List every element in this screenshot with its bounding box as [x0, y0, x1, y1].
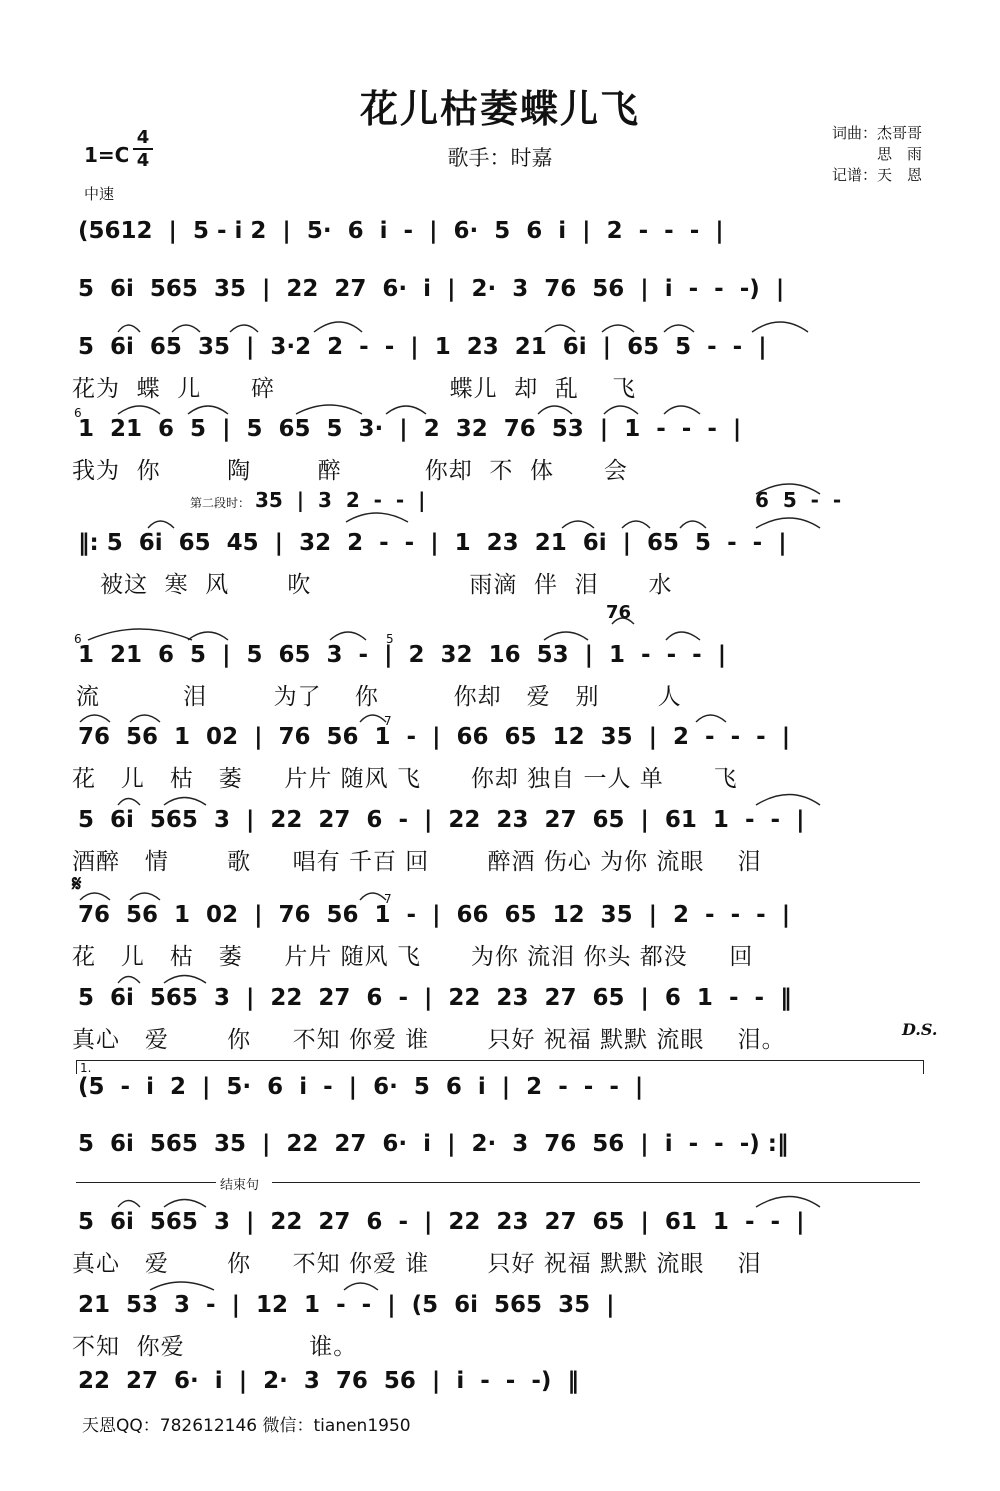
cowriter-credit: 思 雨 — [876, 145, 922, 163]
dal-segno-mark: D.S. — [902, 1020, 938, 1039]
score-row-10-notes: 5 6i 565 3 | 22 27 6 - | 22 23 27 65 | 6 1 - - ‖ — [78, 985, 792, 1011]
first-ending-label: 1. — [80, 1061, 92, 1075]
lyricist-credit: 词曲：杰哥哥 — [831, 124, 922, 142]
second-verse-notes: 35 | 3 2 - - | — [255, 488, 426, 512]
score-row-13-lyrics: 真心 爱 你 不知 你爱 谁 只好 祝福 默默 流眼 泪 — [72, 1251, 762, 1277]
score-row-8-notes: 5 6i 565 3 | 22 27 6 - | 22 23 27 65 | 61 1 - - | — [78, 807, 805, 833]
score-row-3-notes: 5 6i 65 35 | 3·2 2 - - | 1 23 21 6i | 65 5 - - | — [78, 334, 767, 360]
grace-note-7: 7 — [384, 714, 392, 728]
score-row-4-notes: 1 21 6 5 | 5 65 5 3· | 2 32 76 53 | 1 - - - | — [78, 416, 742, 442]
score-row-4-lyrics: 我为 你 陶 醉 你却 不 体 会 — [72, 458, 628, 484]
ending-section-line-left — [76, 1182, 216, 1183]
score-row-9-notes: 76 56 1 02 | 76 56 1 - | 66 65 12 35 | 2 - - - | — [78, 902, 791, 928]
score-row-3-lyrics: 花为 蝶 儿 碎 蝶儿 却 乱 飞 — [72, 376, 637, 402]
score-row-6-notes: 1 21 6 5 | 5 65 3 - | 2 32 16 53 | 1 - - - | — [78, 642, 727, 668]
score-row-5-notes: ‖: 5 6i 65 45 | 32 2 - - | 1 23 21 6i | 65 5 - - | — [78, 530, 787, 556]
grace-note-6: 6 — [74, 406, 82, 420]
second-verse-notes-end: 6 5 - - — [755, 488, 842, 512]
score-row-1-notes: (5612 | 5 - i 2 | 5· 6 i - | 6· 5 6 i | 2 - - - | — [78, 218, 724, 244]
ending-section-label: 结束句 — [220, 1178, 260, 1193]
score-row-7-lyrics: 花 儿 枯 萎 片片 随风 飞 你却 独自 一人 单 飞 — [72, 766, 738, 792]
score-row-14-lyrics: 不知 你爱 谁。 — [72, 1334, 358, 1360]
score-row-12-notes: 5 6i 565 35 | 22 27 6· i | 2· 3 76 56 | i - - -) :‖ — [78, 1131, 789, 1157]
first-ending-bracket-left — [76, 1060, 77, 1074]
key-signature: 1=C — [84, 143, 130, 167]
first-ending-bracket — [76, 1060, 924, 1061]
grace-note-7b: 7 — [384, 892, 392, 906]
score-row-5-lyrics: 被这 寒 风 吹 雨滴 伴 泪 水 — [100, 572, 673, 598]
score-row-10-lyrics: 真心 爱 你 不知 你爱 谁 只好 祝福 默默 流眼 泪。 — [72, 1027, 786, 1053]
footer-contact: 天恩QQ：782612146 微信：tianen1950 — [82, 1416, 411, 1436]
grace-notes-76: 76 — [606, 602, 632, 623]
first-ending-bracket-right — [923, 1060, 924, 1074]
score-row-15-notes: 22 27 6· i | 2· 3 76 56 | i - - -) ‖ — [78, 1368, 579, 1394]
grace-note-6b: 6 — [74, 632, 82, 646]
time-signature — [133, 128, 153, 170]
ending-section-line-right — [272, 1182, 920, 1183]
time-signature-top: 4 — [136, 127, 150, 148]
score-row-9-lyrics: 花 儿 枯 萎 片片 随风 飞 为你 流泪 你头 都没 回 — [72, 944, 754, 970]
segno-sign: 𝄋 — [72, 872, 82, 897]
singer-label: 歌手：时嘉 — [447, 146, 553, 170]
score-row-8-lyrics: 酒醉 情 歌 唱有 千百 回 醉酒 伤心 为你 流眼 泪 — [72, 849, 762, 875]
score-row-14-notes: 21 53 3 - | 12 1 - - | (5 6i 565 35 | — [78, 1292, 615, 1318]
tempo-marking: 中速 — [84, 185, 115, 203]
song-title: 花儿枯萎蝶儿飞 — [359, 87, 640, 131]
score-row-2-notes: 5 6i 565 35 | 22 27 6· i | 2· 3 76 56 | i - - -) | — [78, 276, 785, 302]
second-verse-label: 第二段时： — [190, 496, 251, 510]
score-row-11-notes: (5 - i 2 | 5· 6 i - | 6· 5 6 i | 2 - - - | — [78, 1074, 644, 1100]
grace-note-5: 5 — [386, 632, 394, 646]
time-signature-bottom: 4 — [136, 150, 150, 171]
transcriber-credit: 记谱：天 恩 — [831, 166, 922, 184]
score-row-13-notes: 5 6i 565 3 | 22 27 6 - | 22 23 27 65 | 61 1 - - | — [78, 1209, 805, 1235]
score-row-6-lyrics: 流 泪 为了 你 你却 爱 别 人 — [76, 684, 682, 710]
score-row-7-notes: 76 56 1 02 | 76 56 1 - | 66 65 12 35 | 2 - - - | — [78, 724, 791, 750]
